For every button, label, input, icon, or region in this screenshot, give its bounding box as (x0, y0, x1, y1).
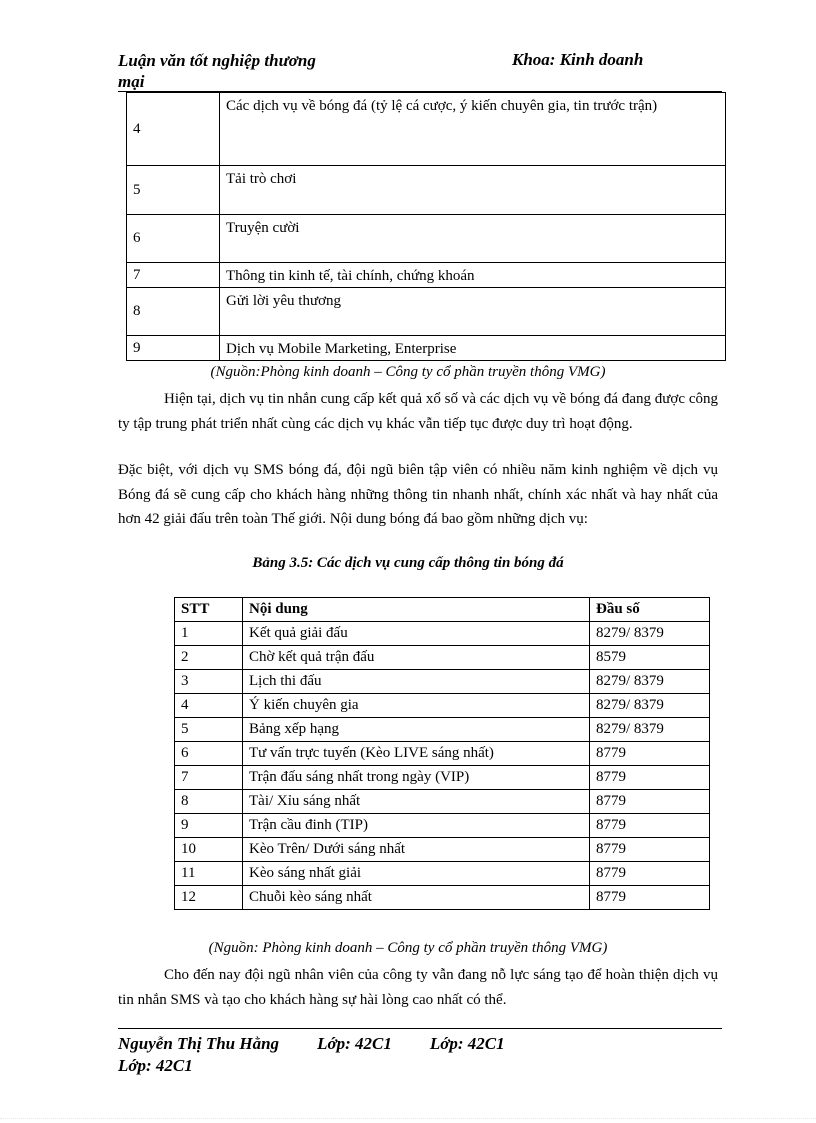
table-header-row (175, 598, 710, 622)
table-row (127, 215, 726, 263)
row-number: 4 (127, 93, 220, 166)
row-content: Các dịch vụ về bóng đá (tỷ lệ cá cược, ý kiến chuyên gia, tin trước trận) (220, 93, 726, 166)
stt-cell: 6 (175, 742, 243, 766)
row-number: 9 (127, 336, 220, 361)
header-right-title: Khoa: Kinh doanh (512, 50, 644, 69)
code-cell: 8779 (590, 742, 710, 766)
code-cell: 8779 (590, 814, 710, 838)
stt-cell: 4 (175, 694, 243, 718)
row-content: Dịch vụ Mobile Marketing, Enterprise (220, 336, 726, 361)
table-row (175, 646, 710, 670)
row-content: Tải trò chơi (220, 166, 726, 215)
stt-cell: 12 (175, 886, 243, 910)
table-row (175, 838, 710, 862)
stt-cell: 2 (175, 646, 243, 670)
source-note: (Nguồn: Phòng kinh doanh – Công ty cổ phần truyền thông VMG) (208, 940, 608, 956)
table-row (175, 790, 710, 814)
row-number: 8 (127, 288, 220, 336)
source-note: (Nguồn:Phòng kinh doanh – Công ty cổ phần truyền thông VMG) (210, 364, 606, 380)
football-services-table (174, 597, 710, 910)
paragraph: Cho đến nay đội ngũ nhân viên của công ty vẫn đang nỗ lực sáng tạo để hoàn thiện dịch vụ tin nhắn SMS và tạo cho khách hàng sự hài lòng cao nhất có thể. (118, 967, 718, 1008)
table-row (175, 742, 710, 766)
content-cell: Tài/ Xỉu sáng nhất (243, 790, 590, 814)
stt-cell: 10 (175, 838, 243, 862)
row-content: Thông tin kinh tế, tài chính, chứng khoán (220, 263, 726, 288)
table-row (175, 718, 710, 742)
column-header-stt: STT (175, 598, 243, 622)
stt-cell: 5 (175, 718, 243, 742)
footer (118, 1033, 505, 1077)
paragraph: Hiện tại, dịch vụ tin nhắn cung cấp kết quả xổ số và các dịch vụ về bóng đá đang được công ty tập trung phát triển nhất cùng các dịch vụ khác vẫn tiếp tục được duy trì hoạt động. (118, 391, 718, 432)
services-table (126, 92, 726, 361)
column-header-code: Đầu số (590, 598, 710, 622)
content-cell: Bảng xếp hạng (243, 718, 590, 742)
table-row (127, 93, 726, 166)
table-row (175, 670, 710, 694)
content-cell: Chờ kết quả trận đấu (243, 646, 590, 670)
stt-cell: 3 (175, 670, 243, 694)
row-number: 6 (127, 215, 220, 263)
page-bottom-edge (0, 1118, 816, 1119)
stt-cell: 1 (175, 622, 243, 646)
content-cell: Trận cầu đinh (TIP) (243, 814, 590, 838)
content-cell: Kèo Trên/ Dưới sáng nhất (243, 838, 590, 862)
header-left-title: Luận văn tốt nghiệp thương mại (118, 51, 316, 91)
table-row (175, 622, 710, 646)
content-cell: Tư vấn trực tuyến (Kèo LIVE sáng nhất) (243, 742, 590, 766)
footer-class-label: Lớp: 42C1 (118, 1056, 193, 1075)
table-row (175, 886, 710, 910)
stt-cell: 8 (175, 790, 243, 814)
paragraph: Đặc biệt, với dịch vụ SMS bóng đá, đội ngũ biên tập viên có nhiều năm kinh nghiệm về dịch vụ Bóng đá sẽ cung cấp cho khách hàng những thông tin nhanh nhất, chính xác nhất và hay nhất của hơn 42 giải đấu trên toàn Thế giới. Nội dung bóng đá bao gồm những dịch vụ: (118, 462, 718, 527)
code-cell: 8279/ 8379 (590, 622, 710, 646)
table-row (127, 336, 726, 361)
row-number: 7 (127, 263, 220, 288)
table-row (175, 814, 710, 838)
stt-cell: 11 (175, 862, 243, 886)
code-cell: 8779 (590, 790, 710, 814)
table-caption: Bảng 3.5: Các dịch vụ cung cấp thông tin bóng đá (252, 555, 564, 571)
stt-cell: 7 (175, 766, 243, 790)
table-row (127, 288, 726, 336)
stt-cell: 9 (175, 814, 243, 838)
footer-class-label: Lớp: 42C1 (429, 1034, 505, 1053)
content-cell: Ý kiến chuyên gia (243, 694, 590, 718)
code-cell: 8779 (590, 886, 710, 910)
content-cell: Chuỗi kèo sáng nhất (243, 886, 590, 910)
table-row (127, 166, 726, 215)
code-cell: 8779 (590, 766, 710, 790)
code-cell: 8279/ 8379 (590, 694, 710, 718)
content-cell: Trận đấu sáng nhất trong ngày (VIP) (243, 766, 590, 790)
content-cell: Kèo sáng nhất giải (243, 862, 590, 886)
code-cell: 8279/ 8379 (590, 670, 710, 694)
table-row (175, 694, 710, 718)
code-cell: 8279/ 8379 (590, 718, 710, 742)
footer-rule (118, 1028, 722, 1029)
content-cell: Kết quả giải đấu (243, 622, 590, 646)
code-cell: 8779 (590, 862, 710, 886)
column-header-content: Nội dung (243, 598, 590, 622)
table-row (175, 862, 710, 886)
content-cell: Lịch thi đấu (243, 670, 590, 694)
row-number: 5 (127, 166, 220, 215)
footer-class-label: Lớp: 42C1 (317, 1034, 392, 1053)
footer-author-name: Nguyễn Thị Thu Hằng (118, 1034, 280, 1053)
row-content: Truyện cười (220, 215, 726, 263)
table-row (127, 263, 726, 288)
row-content: Gửi lời yêu thương (220, 288, 726, 336)
table-row (175, 766, 710, 790)
code-cell: 8779 (590, 838, 710, 862)
code-cell: 8579 (590, 646, 710, 670)
